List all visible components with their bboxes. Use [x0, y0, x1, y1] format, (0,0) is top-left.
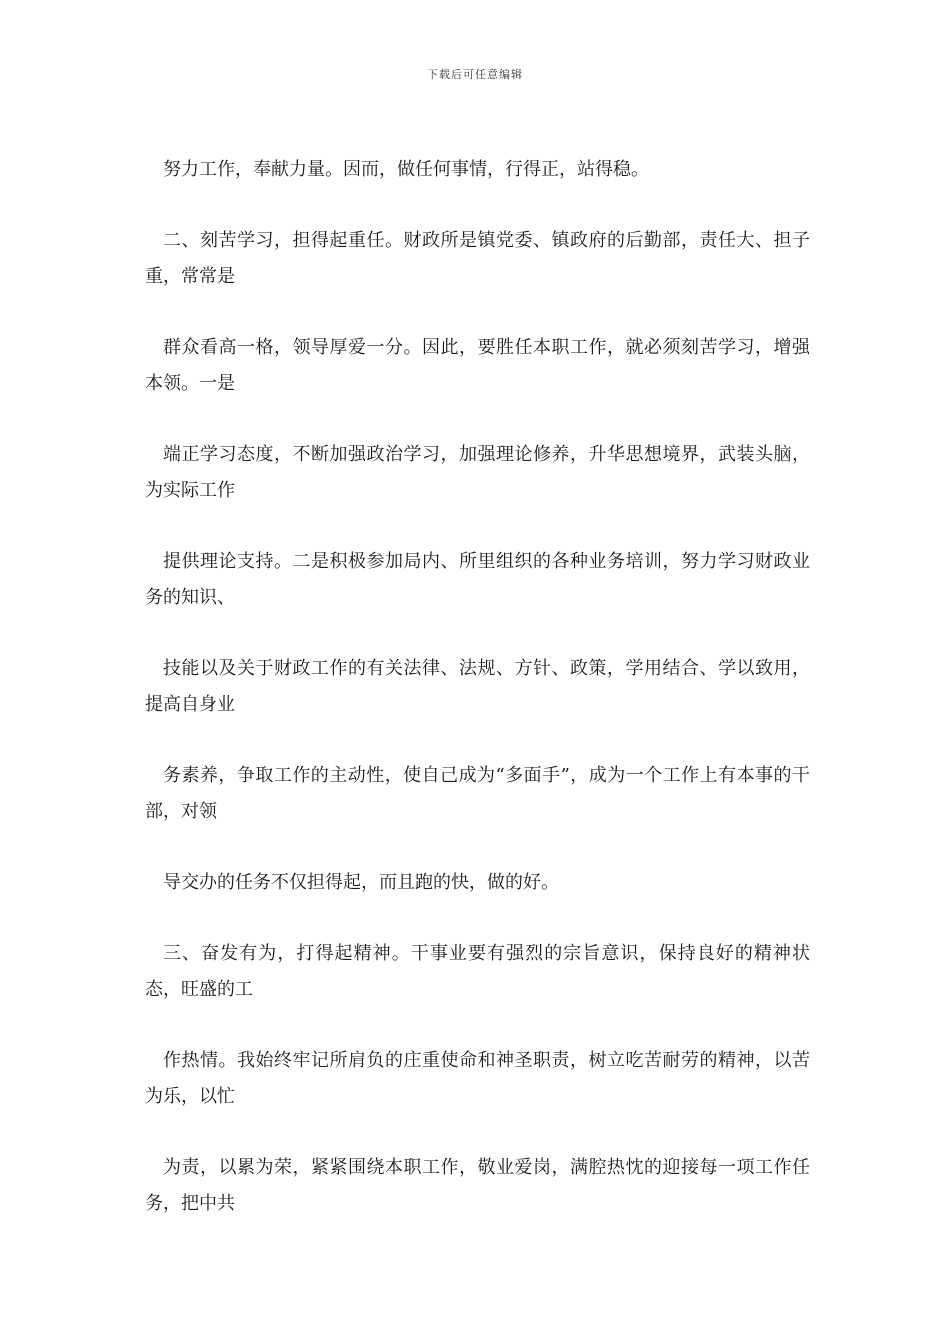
paragraph: 为责，以累为荣，紧紧围绕本职工作，敬业爱岗，满腔热忱的迎接每一项工作任务，把中共 — [145, 1157, 810, 1214]
paragraph: 提供理论支持。二是积极参加局内、所里组织的各种业务培训，努力学习财政业务的知识、 — [145, 551, 810, 608]
paragraph: 群众看高一格，领导厚爱一分。因此，要胜任本职工作，就必须刻苦学习，增强本领。一是 — [145, 337, 810, 394]
paragraph: 三、奋发有为，打得起精神。干事业要有强烈的宗旨意识，保持良好的精神状态，旺盛的工 — [145, 943, 810, 1000]
document-body — [145, 152, 810, 1257]
paragraph: 导交办的任务不仅担得起，而且跑的快，做的好。 — [163, 872, 559, 893]
paragraph: 端正学习态度，不断加强政治学习，加强理论修养，升华思想境界，武装头脑，为实际工作 — [145, 444, 810, 501]
paragraph: 技能以及关于财政工作的有关法律、法规、方针、政策，学用结合、学以致用，提高自身业 — [145, 658, 810, 715]
paragraph: 作热情。我始终牢记所肩负的庄重使命和神圣职责，树立吃苦耐劳的精神，以苦为乐，以忙 — [145, 1050, 810, 1107]
paragraph: 努力工作，奉献力量。因而，做任何事情，行得正，站得稳。 — [163, 159, 649, 180]
paragraph: 二、刻苦学习，担得起重任。财政所是镇党委、镇政府的后勤部，责任大、担子重，常常是 — [145, 230, 810, 287]
header-note: 下载后可任意编辑 — [427, 68, 523, 81]
paragraph: 务素养，争取工作的主动性，使自己成为“多面手”，成为一个工作上有本事的干部，对领 — [145, 765, 810, 822]
